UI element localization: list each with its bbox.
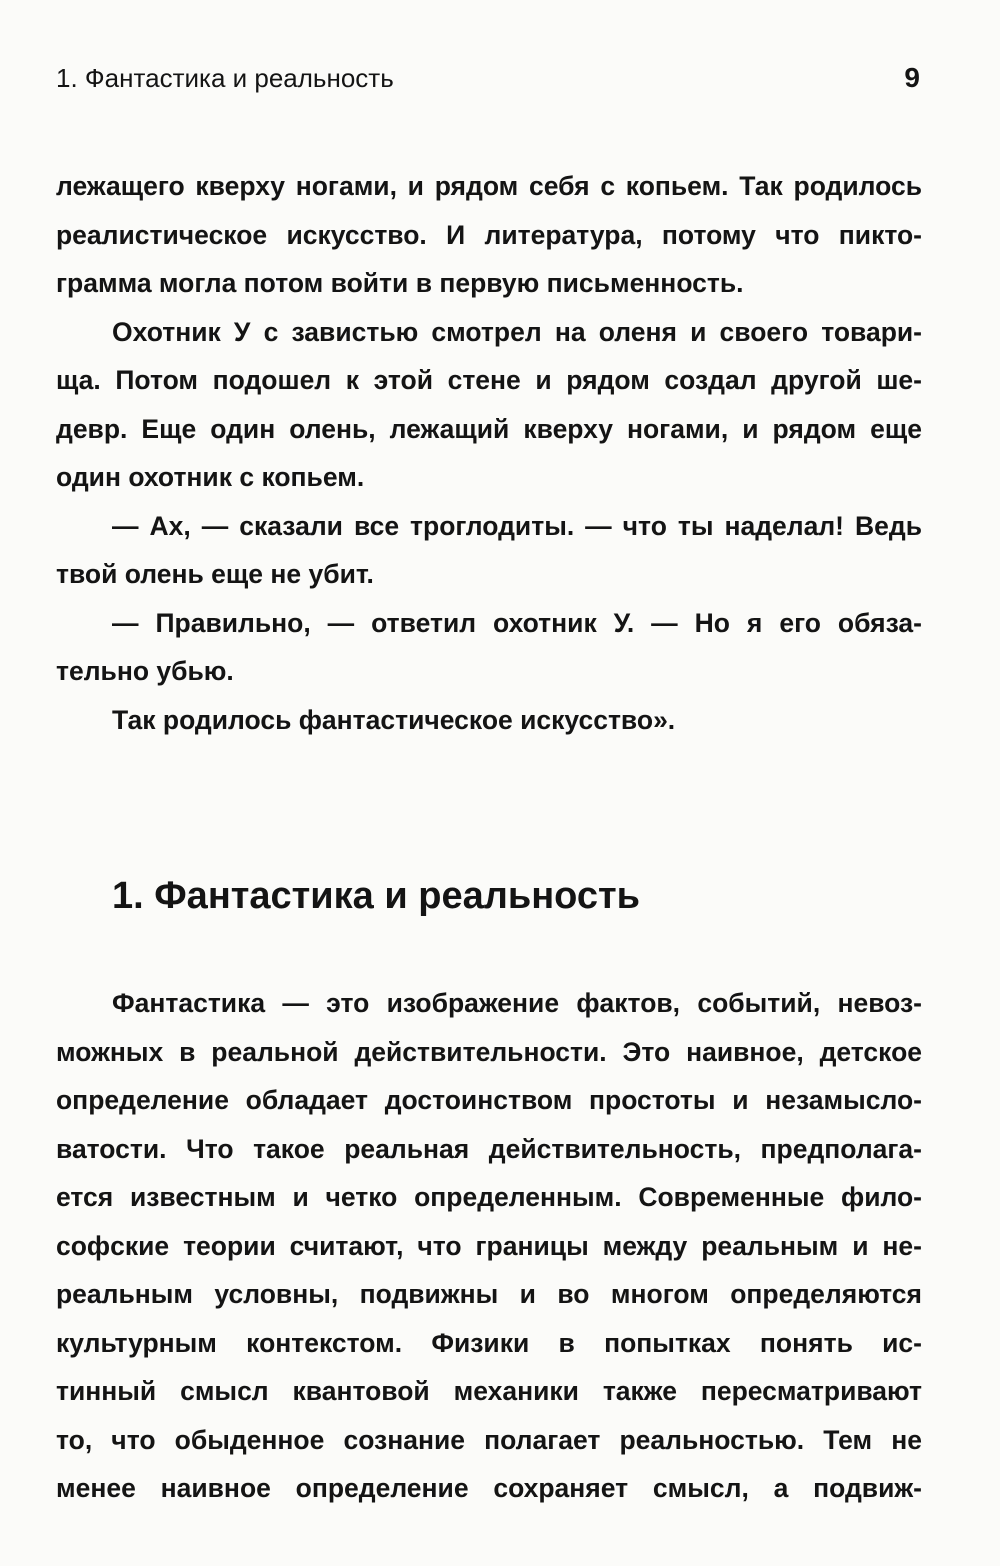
text-line: тельно убью. — [56, 656, 234, 686]
text-line: лежащего кверху ногами, и рядом себя с копьем. Так родилось — [56, 171, 922, 201]
paragraph — [56, 979, 922, 1513]
page-number: 9 — [904, 62, 920, 93]
text-line: — Ах, — сказали все троглодиты. — что ты наделал! Ведь — [112, 510, 922, 541]
chapter-body — [56, 979, 922, 1513]
continued-text — [56, 162, 922, 744]
text-line: Фантастика — это изображение фактов, событий, невоз- — [112, 988, 922, 1018]
text-line: можных в реальной действительности. Это наивное, детское — [56, 1036, 922, 1067]
running-title: 1. Фантастика и реальность — [56, 63, 394, 93]
running-header — [56, 58, 920, 98]
text-line: софские теории считают, что границы между реальным и не- — [56, 1230, 922, 1261]
text-line: один охотник с копьем. — [56, 462, 365, 492]
paragraph — [56, 308, 922, 502]
chapter-heading: 1. Фантастика и реальность — [112, 875, 640, 917]
paragraph — [56, 162, 922, 308]
text-line: Так родилось фантастическое искусство». — [112, 704, 676, 735]
text-line: реалистическое искусство. И литература, потому что пикто- — [56, 219, 922, 250]
text-line: ватости. Что такое реальная действительность, предполага- — [56, 1133, 922, 1164]
text-line: твой олень еще не убит. — [56, 559, 374, 589]
text-line: реальным условны, подвижны и во многом определяются — [56, 1279, 922, 1309]
text-line: определение обладает достоинством простоты и незамысло- — [56, 1085, 922, 1115]
paragraph — [56, 696, 922, 745]
text-line: девр. Еще один олень, лежащий кверху ногами, и рядом еще — [56, 413, 922, 444]
text-line: менее наивное определение сохраняет смысл, а подвиж- — [56, 1473, 922, 1503]
paragraph — [56, 502, 922, 599]
text-line: грамма могла потом войти в первую письменность. — [56, 268, 744, 298]
text-line: Охотник У с завистью смотрел на оленя и своего товари- — [112, 316, 922, 347]
paragraph — [56, 599, 922, 696]
text-line: культурным контекстом. Физики в попытках понять ис- — [56, 1327, 922, 1358]
text-line: — Правильно, — ответил охотник У. — Но я его обяза- — [112, 607, 922, 638]
text-line: то, что обыденное сознание полагает реальностью. Тем не — [56, 1424, 922, 1455]
text-line: тинный смысл квантовой механики также пересматривают — [56, 1376, 922, 1406]
text-line: ща. Потом подошел к этой стене и рядом создал другой ше- — [56, 365, 922, 395]
text-line: ется известным и четко определенным. Современные фило- — [56, 1182, 922, 1212]
